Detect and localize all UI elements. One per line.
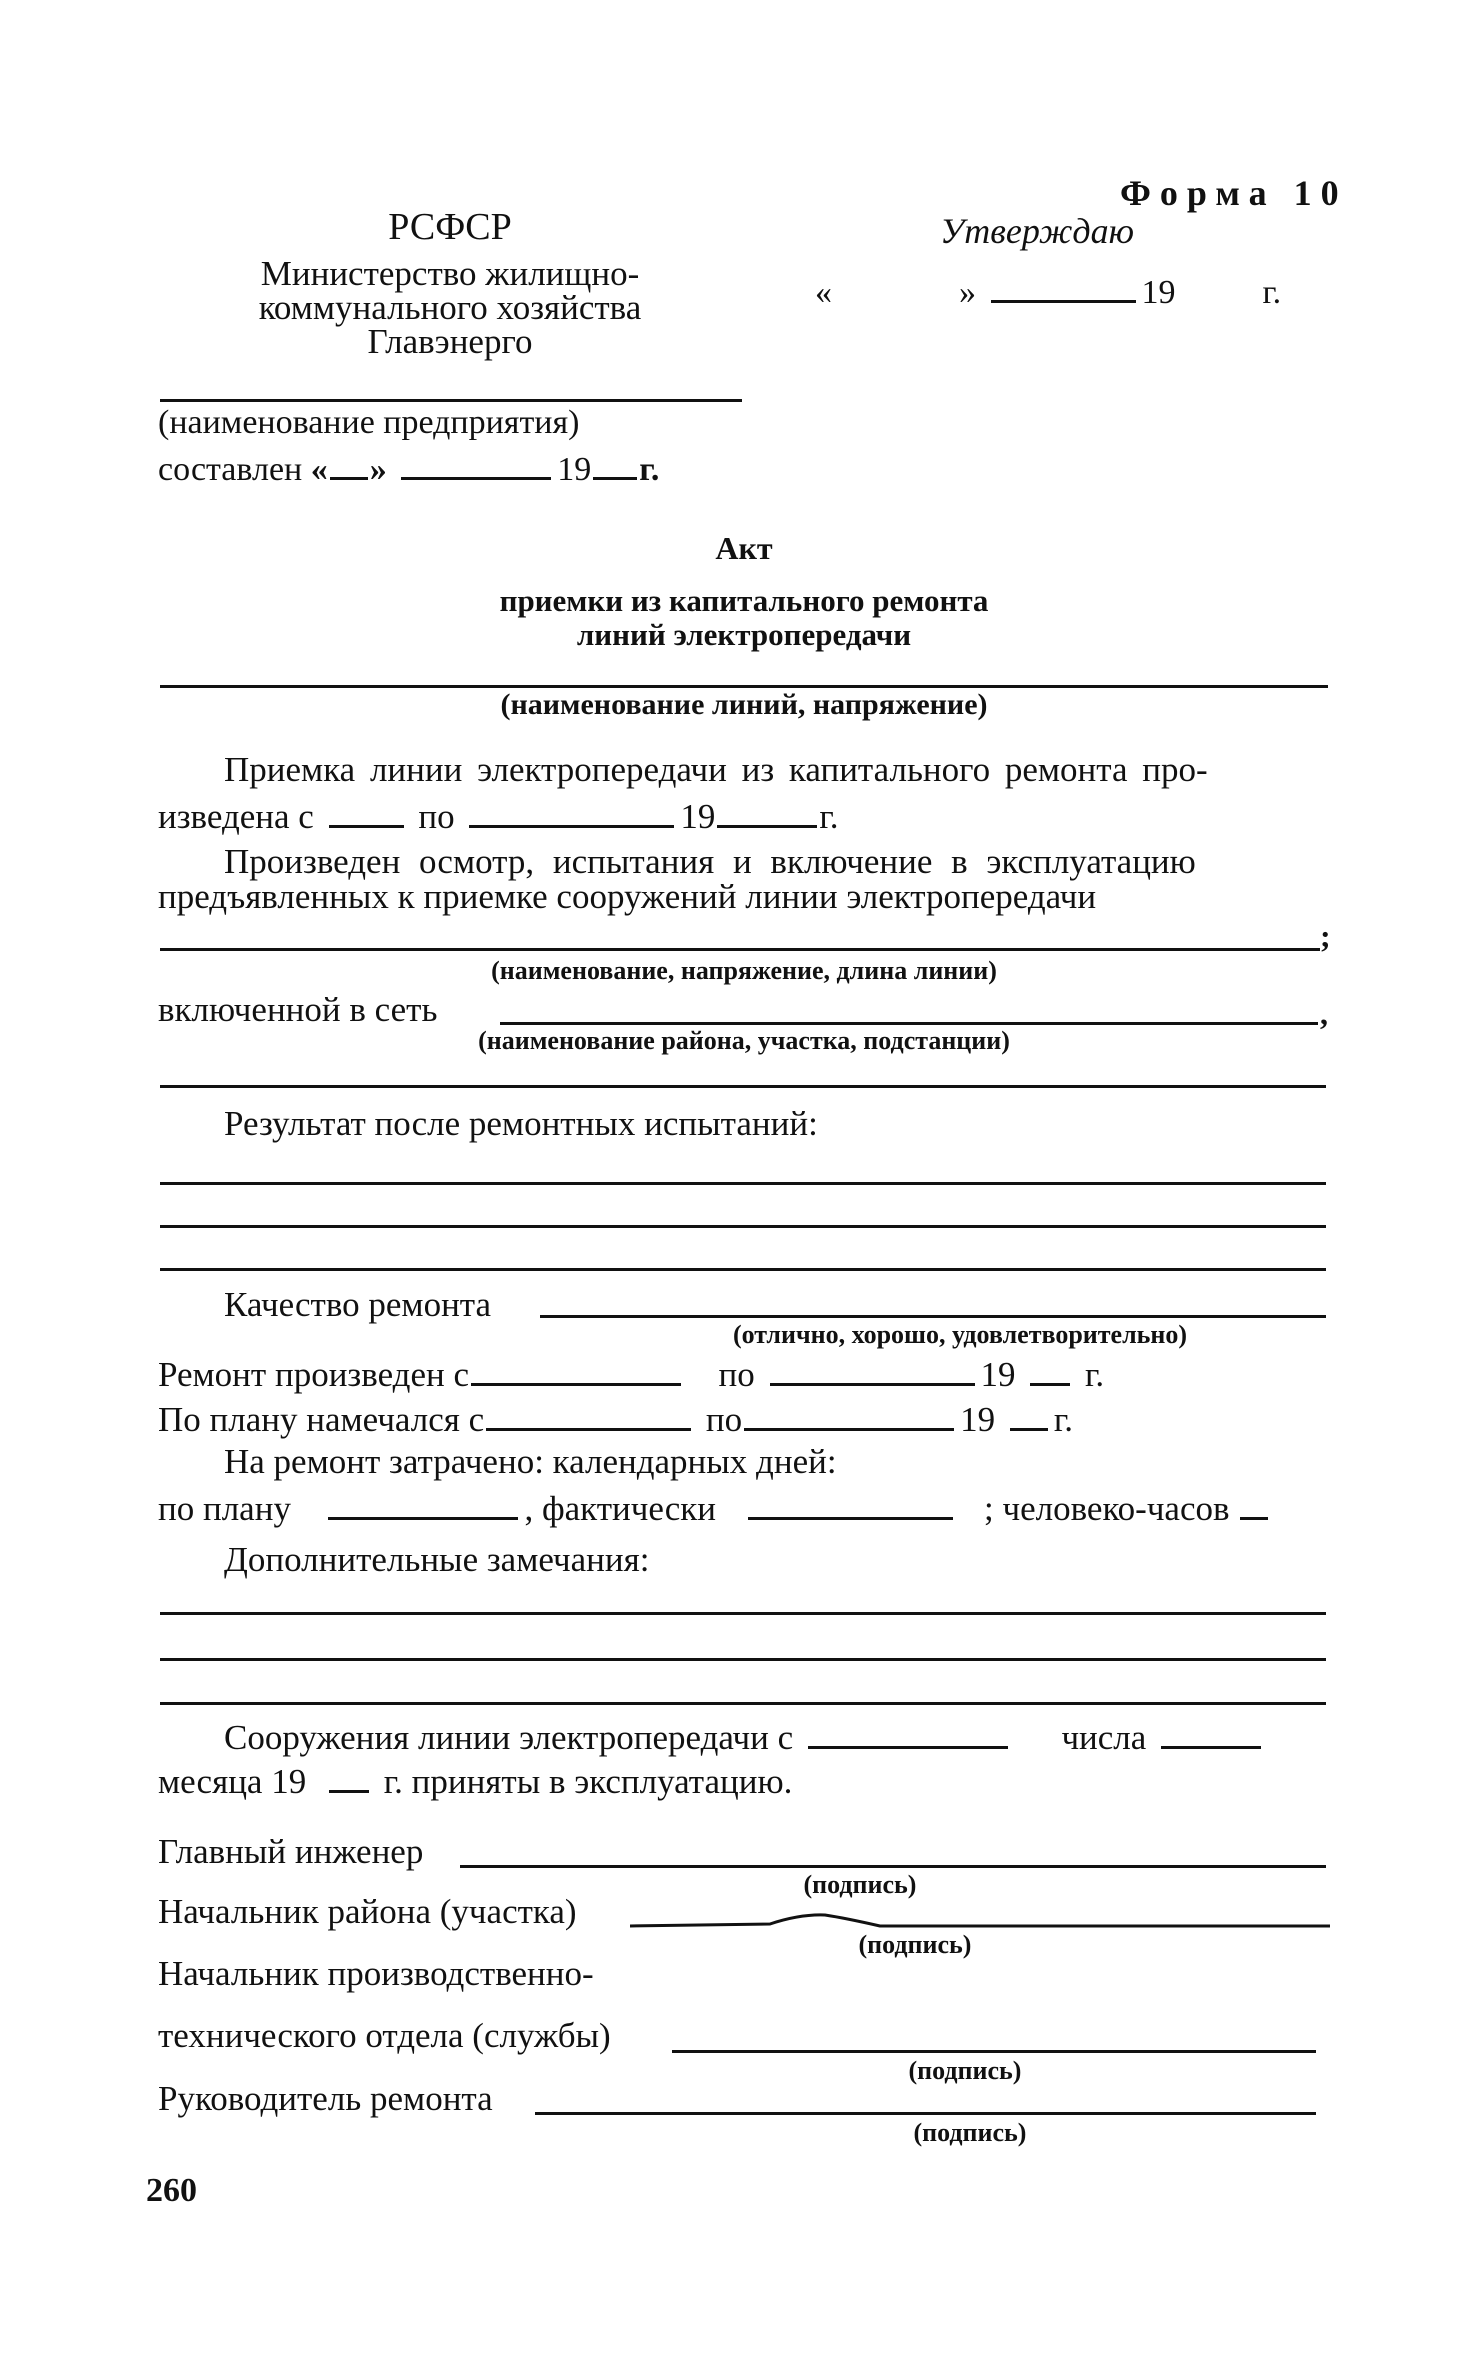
issuer-block (220, 205, 680, 359)
accepted-prefix: Сооружения линии электропередачи с (224, 1718, 794, 1757)
repair-done-year: 19 (980, 1355, 1016, 1394)
act-title: Акт (715, 530, 773, 566)
ministry-line-3: Главэнерго (367, 322, 533, 361)
planned-to-field[interactable] (744, 1398, 954, 1431)
republic-name: РСФСР (388, 206, 512, 248)
quality-label: Качество ремонта (224, 1285, 492, 1324)
page-number: 260 (146, 2172, 197, 2209)
signature-field-repair-lead[interactable] (535, 2112, 1316, 2115)
repair-done-to-field[interactable] (770, 1353, 975, 1386)
approve-label: Утверждаю (940, 211, 1135, 251)
extra-details-field[interactable] (160, 1085, 1326, 1088)
signature-role-chief-engineer: Главный инженер (158, 1832, 424, 1871)
signature-field-district-head[interactable] (630, 1906, 1330, 1930)
signature-caption-chief-engineer: (подпись) (803, 1870, 917, 1899)
accepted-suffix: г. приняты в эксплуатацию. (383, 1762, 793, 1801)
connected-end-mark: , (1320, 995, 1328, 1031)
results-field-1[interactable] (160, 1182, 1326, 1185)
signature-role-pto-head-line-1: Начальник производственно- (158, 1954, 594, 1993)
enterprise-caption: (наименование предприятия) (158, 404, 580, 441)
p2-line-2: предъявленных к приемке сооружений линии электропередачи (158, 877, 1097, 916)
signature-role-pto-head: технического отдела (службы) (158, 2016, 611, 2055)
line-details-field[interactable] (160, 948, 1320, 951)
compiled-quote-open: « (310, 451, 328, 488)
ministry-line-1: Министерство жилищно- (260, 254, 640, 293)
spent-label: На ремонт затрачено: календарных дней: (224, 1442, 837, 1481)
man-hours-label: ; человеко-часов (984, 1489, 1230, 1528)
repair-done-year-field[interactable] (1030, 1353, 1070, 1386)
approve-year-suffix: г. (1262, 274, 1282, 311)
signature-role-district-head: Начальник района (участка) (158, 1892, 577, 1931)
days-row (158, 1487, 1274, 1529)
man-hours-field[interactable] (1240, 1487, 1268, 1520)
approve-quote-close: » (959, 274, 976, 311)
connected-district-field[interactable] (500, 1022, 1318, 1025)
quality-caption: (отлично, хорошо, удовлетворительно) (732, 1320, 1188, 1349)
compiled-quote-close: » (369, 451, 387, 488)
act-subtitle-line-1: приемки из капитального ремонта (499, 583, 989, 618)
ministry-line-2: коммунального хозяйства (258, 288, 642, 327)
accepted-day-label: числа (1061, 1718, 1147, 1757)
accepted-year-field[interactable] (329, 1760, 369, 1793)
accepted-row-1 (224, 1716, 1267, 1758)
signature-role-repair-lead: Руководитель ремонта (158, 2079, 493, 2118)
planned-label: По плану намечался с (158, 1400, 485, 1439)
results-field-2[interactable] (160, 1225, 1326, 1228)
accepted-row-2 (158, 1760, 792, 1802)
planned-row (158, 1398, 1073, 1440)
act-title-block (160, 528, 1328, 652)
actual-field[interactable] (748, 1487, 953, 1520)
p2-line-1: Произведен осмотр, испытания и включение в эксплуатацию (224, 842, 1196, 881)
planned-year: 19 (960, 1400, 996, 1439)
line-details-end-mark: ; (1320, 918, 1331, 954)
accepted-month-year: месяца 19 (158, 1762, 307, 1801)
p1-line-2 (158, 795, 839, 837)
repair-done-suffix: г. (1085, 1355, 1105, 1394)
compiled-year-suffix: г. (639, 451, 660, 488)
line-details-caption: (наименование, напряжение, длина линии) (491, 956, 997, 985)
district-caption: (наименование района, участка, подстанции) (478, 1026, 1010, 1055)
signature-caption-district-head: (подпись) (858, 1930, 972, 1959)
signature-caption-pto-head: (подпись) (908, 2056, 1022, 2085)
results-field-3[interactable] (160, 1268, 1326, 1271)
accepted-from-field[interactable] (808, 1716, 1008, 1749)
approve-year: 19 (1141, 274, 1176, 311)
compiled-label: составлен (158, 451, 303, 488)
quality-field[interactable] (540, 1315, 1326, 1318)
compiled-month-field[interactable] (401, 447, 551, 480)
p1-from-field[interactable] (329, 795, 404, 828)
actual-label: , фактически (524, 1489, 717, 1528)
accepted-day-field[interactable] (1161, 1716, 1261, 1749)
p1-line-1: Приемка линии электропередачи из капитального ремонта про- (224, 750, 1208, 789)
act-subtitle-line-2: линий электропередачи (576, 617, 912, 652)
p1-to-label: по (418, 797, 455, 836)
remarks-label: Дополнительные замечания: (224, 1540, 650, 1579)
p1-to-field[interactable] (469, 795, 674, 828)
planned-from-field[interactable] (486, 1398, 691, 1431)
compiled-date (158, 447, 659, 489)
approve-quote-open: « (815, 274, 832, 311)
approve-date (815, 270, 1281, 312)
repair-done-row (158, 1353, 1104, 1395)
signature-field-pto-head[interactable] (672, 2050, 1316, 2053)
by-plan-field[interactable] (328, 1487, 518, 1520)
signature-field-chief-engineer[interactable] (460, 1865, 1326, 1868)
repair-done-label: Ремонт произведен с (158, 1355, 470, 1394)
by-plan-label: по плану (158, 1489, 291, 1528)
p1-year-field[interactable] (717, 795, 817, 828)
results-label: Результат после ремонтных испытаний: (224, 1104, 818, 1143)
form-label: Форма 10 (1120, 173, 1348, 213)
planned-year-field[interactable] (1010, 1398, 1048, 1431)
remarks-field-2[interactable] (160, 1658, 1326, 1661)
signature-caption-repair-lead: (подпись) (913, 2118, 1027, 2147)
connected-label: включенной в сеть (158, 990, 438, 1029)
enterprise-name-field[interactable] (160, 399, 742, 402)
p1-suffix: г. (819, 797, 839, 836)
remarks-field-1[interactable] (160, 1612, 1326, 1615)
repair-done-from-field[interactable] (471, 1353, 681, 1386)
repair-done-to-label: по (718, 1355, 755, 1394)
compiled-year: 19 (557, 451, 592, 488)
planned-to-label: по (705, 1400, 743, 1439)
p1-year: 19 (680, 797, 716, 836)
remarks-field-3[interactable] (160, 1702, 1326, 1705)
line-name-caption: (наименование линий, напряжение) (500, 688, 988, 721)
p1-prefix: изведена с (158, 797, 314, 836)
planned-suffix: г. (1053, 1400, 1074, 1439)
approve-month-field[interactable] (991, 270, 1136, 303)
compiled-day-field[interactable] (330, 447, 368, 480)
compiled-year-field[interactable] (593, 447, 637, 480)
